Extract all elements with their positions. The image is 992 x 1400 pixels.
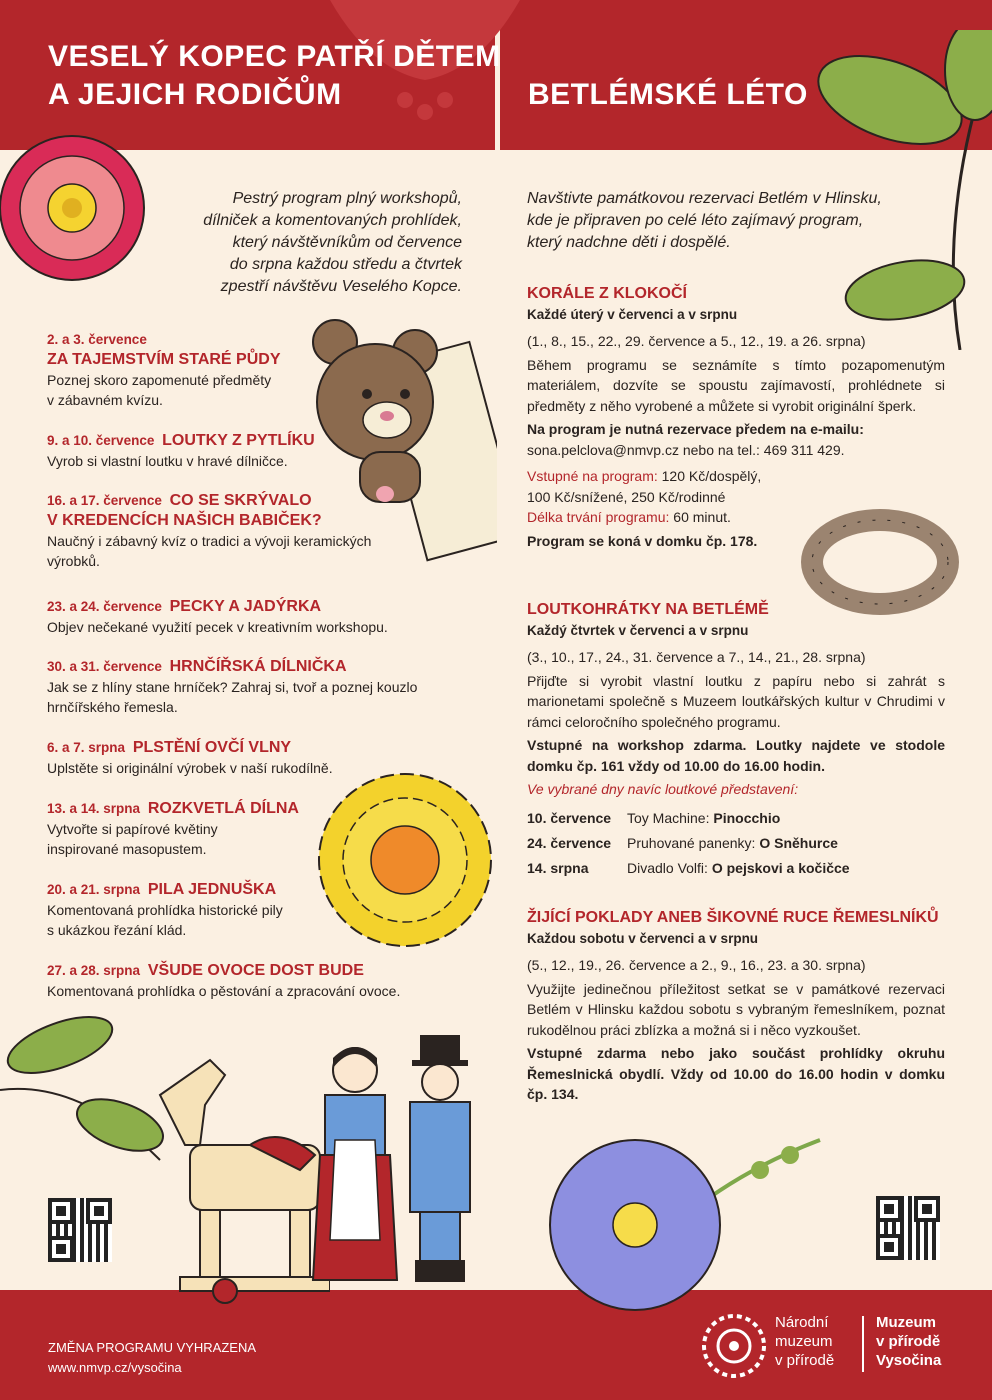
shows-label: Ve vybrané dny navíc loutkové představení: [527, 781, 799, 797]
event-date: 16. a 17. července [47, 493, 162, 508]
event-desc: Jak se z hlíny stane hrníček? Zahraj si, tvoř a poznej kouzlo [47, 679, 418, 695]
event-date: 6. a 7. srpna [47, 740, 126, 755]
logo-text-1 [775, 1313, 834, 1370]
right-intro [527, 188, 947, 254]
footer-url[interactable]: www.nmvp.cz/vysočina [48, 1360, 182, 1375]
qr-code[interactable] [876, 1196, 940, 1260]
logo-line: v přírodě [775, 1352, 835, 1369]
event-desc: v zábavném kvízu. [47, 392, 163, 408]
show-date: 14. srpna [527, 860, 589, 876]
left-intro-line: zpestří návštěvu Veselého Kopce. [220, 278, 462, 295]
wooden-horse-illustration [140, 1045, 330, 1305]
left-intro-line: do srpna každou středu a čtvrtek [229, 256, 462, 273]
event-title: HRNČÍŘSKÁ DÍLNIČKA [169, 658, 347, 675]
event-date: 13. a 14. srpna [47, 801, 141, 816]
event-title: V KREDENCÍCH NAŠICH BABIČEK? [47, 512, 322, 529]
event-title: VŠUDE OVOCE DOST BUDE [147, 962, 364, 979]
fee-value: 120 Kč/dospělý, [657, 468, 762, 484]
duration-label: Délka trvání programu: [527, 509, 670, 525]
contact-info: sona.pelclova@nmvp.cz nebo na tel.: 469 311 429. [527, 441, 845, 458]
right-intro-line: Navštivte památkovou rezervaci Betlém v Hlinsku, [527, 190, 882, 207]
yellow-flower-illustration [315, 765, 495, 955]
right-intro-line: kde je připraven po celé léto zajímavý program, [527, 212, 864, 229]
fee-value: 100 Kč/snížené, 250 Kč/rodinné [527, 488, 726, 505]
event-desc: Naučný i zábavný kvíz o tradici a vývoji keramických [47, 533, 372, 549]
show-company: Divadlo Volfi: [627, 860, 708, 876]
shows-list [527, 806, 947, 881]
section-heading: ŽIJÍCÍ POKLADY ANEB ŠIKOVNÉ RUCE ŘEMESLNÍKŮ [527, 909, 939, 926]
event-title: PLSTĚNÍ OVČÍ VLNY [132, 739, 292, 756]
section-heading: KORÁLE Z KLOKOČÍ [527, 285, 687, 302]
event-desc: výrobků. [47, 553, 100, 569]
section-place: Program se koná v domku čp. 178. [527, 532, 758, 549]
blue-flower-illustration [540, 1130, 840, 1325]
folk-doll-man-illustration [400, 1030, 480, 1285]
event-4 [47, 596, 447, 637]
event-5 [47, 656, 447, 717]
event-desc: Komentovaná prohlídka historické pily [47, 902, 283, 918]
fee-label: Vstupné na program: [527, 468, 658, 484]
flower-illustration [0, 128, 165, 288]
event-2 [47, 430, 447, 471]
show-company: Pruhované panenky: [627, 835, 756, 851]
event-desc: Komentovaná prohlídka o pěstování a zpracování ovoce. [47, 983, 401, 999]
left-title-line-2: A JEJICH RODIČŮM [48, 78, 342, 111]
footer-notice: ZMĚNA PROGRAMU VYHRAZENA [48, 1340, 257, 1355]
folk-doll-woman-illustration [305, 1040, 405, 1290]
event-title: CO SE SKRÝVALO [169, 492, 312, 509]
event-title: PECKY A JADÝRKA [169, 598, 322, 615]
event-date: 20. a 21. srpna [47, 882, 141, 897]
logo-line: Vysočina [876, 1352, 942, 1369]
section-schedule: Každou sobotu v červenci a v srpnu [527, 930, 759, 946]
section-dates: (3., 10., 17., 24., 31. července a 7., 14., 21., 28. srpna) [527, 649, 866, 665]
event-desc: Objev nečekané využití pecek v kreativním workshopu. [47, 619, 388, 635]
event-1 [47, 330, 447, 410]
section-body: Přijďte si vyrobit vlastní loutku z papíru nebo si zahrát s marionetami společně s Muzeem loutkářských kultur v Chrudimi v rámci celoročního společného programu. [527, 672, 945, 730]
section-info: Vstupné zdarma nebo jako součást prohlídky okruhu Řemeslnická obydlí. Vždy od 10.00 do 16.00 hodin v domku čp. 134. [527, 1045, 945, 1102]
show-date: 24. července [527, 835, 612, 851]
logo-line: v přírodě [876, 1333, 941, 1350]
event-date: 30. a 31. července [47, 659, 162, 674]
section-dates: (1., 8., 15., 22., 29. července a 5., 12., 19. a 26. srpna) [527, 333, 866, 349]
show-row [527, 831, 947, 856]
right-title: BETLÉMSKÉ LÉTO [528, 78, 808, 111]
duration-value: 60 minut. [669, 509, 731, 525]
section-zijici-poklady [527, 908, 945, 1108]
event-date: 9. a 10. července [47, 433, 155, 448]
section-loutkohratky [527, 600, 945, 800]
left-intro [190, 188, 462, 298]
event-date: 23. a 24. července [47, 599, 162, 614]
right-intro-line: který nadchne děti i dospělé. [527, 234, 731, 251]
event-desc: Vyrob si vlastní loutku v hravé dílničce. [47, 453, 288, 469]
event-desc: Vytvořte si papírové květiny [47, 821, 218, 837]
left-title-line-1: VESELÝ KOPEC PATŘÍ DĚTEM [48, 40, 501, 73]
event-desc: Uplstěte si originální výrobek v naší rukodílně. [47, 760, 333, 776]
show-title: Pinocchio [713, 810, 781, 826]
logo-line: Národní [775, 1314, 829, 1331]
section-heading: LOUTKOHRÁTKY NA BETLÉMĚ [527, 601, 769, 618]
qr-code[interactable] [48, 1198, 112, 1262]
show-row [527, 856, 947, 881]
event-desc: Poznej skoro zapomenuté předměty [47, 372, 272, 388]
left-title [48, 38, 501, 114]
event-desc: inspirované masopustem. [47, 841, 207, 857]
event-title: ROZKVETLÁ DÍLNA [147, 800, 299, 817]
section-schedule: Každý čtvrtek v červenci a v srpnu [527, 622, 749, 638]
section-schedule: Každé úterý v červenci a v srpnu [527, 306, 738, 322]
event-title: PILA JEDNUŠKA [147, 881, 277, 898]
event-title: LOUTKY Z PYTLÍKU [162, 432, 315, 449]
footer-text [48, 1338, 256, 1378]
left-intro-line: který návštěvníkům od července [232, 234, 462, 251]
logo-line: muzeum [775, 1333, 833, 1350]
show-title: O Sněhurce [759, 835, 838, 851]
event-desc: s ukázkou řezání klád. [47, 922, 187, 938]
logo-text-2 [876, 1313, 941, 1370]
event-3 [47, 490, 447, 571]
event-desc: hrnčířského řemesla. [47, 699, 178, 715]
show-company: Toy Machine: [627, 810, 710, 826]
event-date: 2. a 3. července [47, 332, 147, 347]
logo-line: Muzeum [876, 1314, 936, 1331]
show-title: O pejskovi a kočičce [711, 860, 850, 876]
event-title: ZA TAJEMSTVÍM STARÉ PŮDY [47, 351, 281, 368]
museum-logo-icon [700, 1312, 768, 1380]
section-info: Vstupné na workshop zdarma. Loutky najdete ve stodole domku čp. 161 vždy od 10.00 do 16.00 hodin. [527, 737, 945, 774]
left-intro-line: Pestrý program plný workshopů, [232, 190, 462, 207]
show-row [527, 806, 947, 831]
show-date: 10. července [527, 810, 612, 826]
section-body: Využijte jedinečnou příležitost setkat se v památkové rezervaci Betlém v Hlinsku každou sobotu s vybraným řemeslníkem, poznat rukodělnou práci zblízka a možná si i něco vyzkoušet. [527, 980, 945, 1038]
logo-divider [862, 1316, 864, 1372]
event-date: 27. a 28. srpna [47, 963, 141, 978]
section-dates: (5., 12., 19., 26. července a 2., 9., 16., 23. a 30. srpna) [527, 957, 866, 973]
left-intro-line: dílniček a komentovaných prohlídek, [203, 212, 462, 229]
section-body: Během programu se seznámíte s tímto pozapomenutým materiálem, dozvíte se spoustu zajímavostí, prohlédnete si předměty z něho vyrobené a můžete si vyrobit originální šperk. [527, 356, 945, 414]
event-9 [47, 960, 467, 1001]
reservation-note: Na program je nutná rezervace předem na e-mailu: [527, 421, 864, 437]
